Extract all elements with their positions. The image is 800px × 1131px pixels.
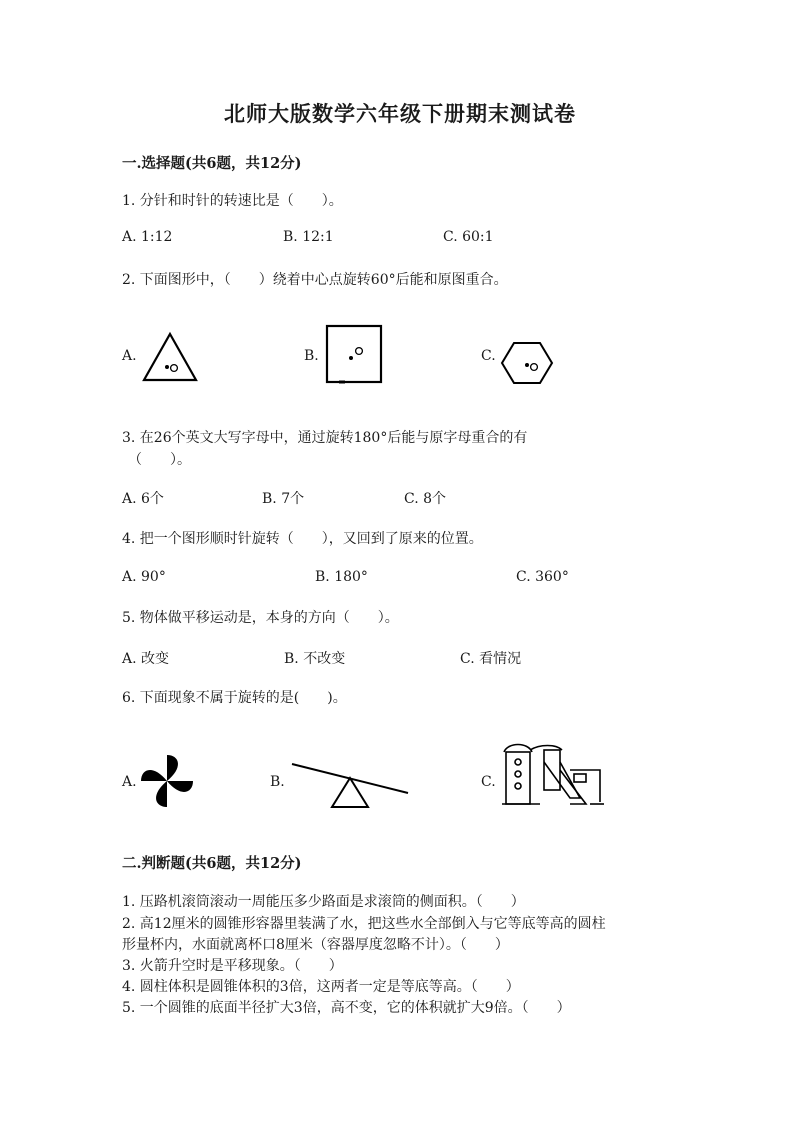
judge-item: 2. 高12厘米的圆锥形容器里装满了水，把这些水全部倒入与它等底等高的圆柱	[122, 916, 606, 932]
q5-option-b[interactable]: B. 不改变	[284, 651, 346, 667]
q5-text: 5. 物体做平移运动是，本身的方向（ ）。	[122, 610, 399, 626]
q2-text: 2. 下面图形中，（ ）绕着中心点旋转60°后能和原图重合。	[122, 272, 508, 288]
q5-option-c[interactable]: C. 看情况	[460, 651, 522, 667]
triangle-figure	[140, 330, 200, 384]
q6-option-a[interactable]: A.	[122, 774, 137, 790]
q6-text: 6. 下面现象不属于旋转的是( )。	[122, 690, 347, 706]
q5-option-a[interactable]: A. 改变	[122, 651, 170, 667]
q2-option-a[interactable]: A.	[122, 348, 137, 364]
q3-option-a[interactable]: A. 6个	[122, 491, 164, 507]
q3-text-line2: （ ）。	[128, 452, 191, 468]
q4-option-b[interactable]: B. 180°	[315, 569, 368, 585]
q2-option-c[interactable]: C.	[481, 348, 496, 364]
q6-option-b[interactable]: B.	[270, 774, 285, 790]
q4-option-c[interactable]: C. 360°	[516, 569, 569, 585]
q4-text: 4. 把一个图形顺时针旋转（ ），又回到了原来的位置。	[122, 531, 483, 547]
square-figure	[323, 322, 385, 386]
judge-item: 5. 一个圆锥的底面半径扩大3倍，高不变，它的体积就扩大9倍。（ ）	[122, 1000, 571, 1016]
q1-option-a[interactable]: A. 1:12	[122, 229, 173, 245]
slide-figure	[500, 740, 606, 810]
judge-item: 1. 压路机滚筒滚动一周能压多少路面是求滚筒的侧面积。（ ）	[122, 894, 525, 910]
seesaw-figure	[288, 756, 412, 810]
q3-option-c[interactable]: C. 8个	[404, 491, 447, 507]
q2-option-b[interactable]: B.	[304, 348, 319, 364]
q1-option-c[interactable]: C. 60:1	[443, 229, 494, 245]
q4-option-a[interactable]: A. 90°	[122, 569, 166, 585]
q6-option-c[interactable]: C.	[481, 774, 496, 790]
judge-item-continuation: 形量杯内，水面就离杯口8厘米（容器厚度忽略不计）。（ ）	[122, 937, 509, 953]
q3-option-b[interactable]: B. 7个	[262, 491, 305, 507]
q1-text: 1. 分针和时针的转速比是（ ）。	[122, 193, 343, 209]
section1-heading: 一.选择题(共6题，共12分)	[122, 155, 302, 172]
judge-item: 3. 火箭升空时是平移现象。（ ）	[122, 958, 343, 974]
q1-option-b[interactable]: B. 12:1	[283, 229, 334, 245]
judge-item: 4. 圆柱体积是圆锥体积的3倍，这两者一定是等底等高。（ ）	[122, 979, 520, 995]
hexagon-figure	[500, 340, 554, 386]
pinwheel-figure	[138, 752, 196, 810]
section2-heading: 二.判断题(共6题，共12分)	[122, 855, 302, 872]
page-title: 北师大版数学六年级下册期末测试卷	[224, 101, 576, 126]
q3-text-line1: 3. 在26个英文大写字母中，通过旋转180°后能与原字母重合的有	[122, 430, 528, 446]
